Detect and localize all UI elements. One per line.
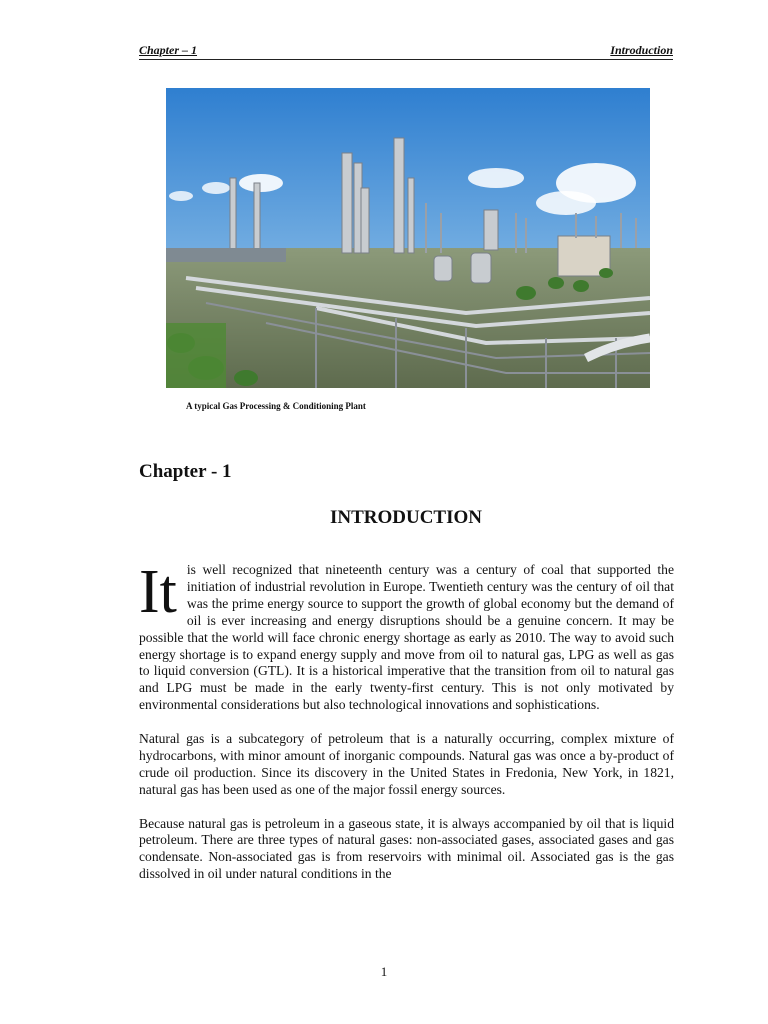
drop-cap: It (139, 558, 177, 626)
paragraph: Because natural gas is petroleum in a gaseous state, it is always accompanied by oil that is liquid petroleum. There are three types of natural gases: non-associated gases, associated gases and gas condensate. Non-associated gas is from reservoirs with minimal oil. Associated gas is the gas dissolved in oil under natural conditions in the (139, 815, 674, 882)
paragraph-text: is well recognized that nineteenth century was a century of coal that supported the initiation of industrial revolution in Europe. Twentieth century was the century of oil that was the prime energy source to support the growth of global economy but the demand of oil is ever increasing and energy disruptions should be a genuine concern. It may be possible that the world will face chronic energy shortage as early as 2010. The way to avoid such energy shortage is to expand energy supply and move from oil to natural gas, LPG as well as gas to liquid conversion (GTL). It is a historical imperative that the transition from oil to natural gas and LPG must be made in the early twenty-first century. This is not only motivated by environmental considerations but also technological innovations and sophistications. (139, 562, 674, 713)
page-number: 1 (380, 964, 388, 979)
header-section: Introduction (610, 43, 673, 57)
paragraph (139, 558, 674, 714)
paragraph: Natural gas is a subcategory of petroleum that is a naturally occurring, complex mixture of hydrocarbons, with minor amount of inorganic compounds. Natural gas was once a by-product of crude oil production. Since its discovery in the United States in Fredonia, New York, in 1821, natural gas has been used as one of the major fossil energy sources. (139, 731, 674, 797)
chapter-label: Chapter - 1 (139, 461, 232, 482)
section-title: INTRODUCTION (329, 507, 483, 528)
header-chapter: Chapter – 1 (139, 43, 198, 57)
body-text (139, 558, 674, 900)
plant-photo (166, 88, 650, 388)
running-header (139, 43, 673, 60)
figure-caption: A typical Gas Processing & Conditioning Plant (186, 401, 366, 411)
